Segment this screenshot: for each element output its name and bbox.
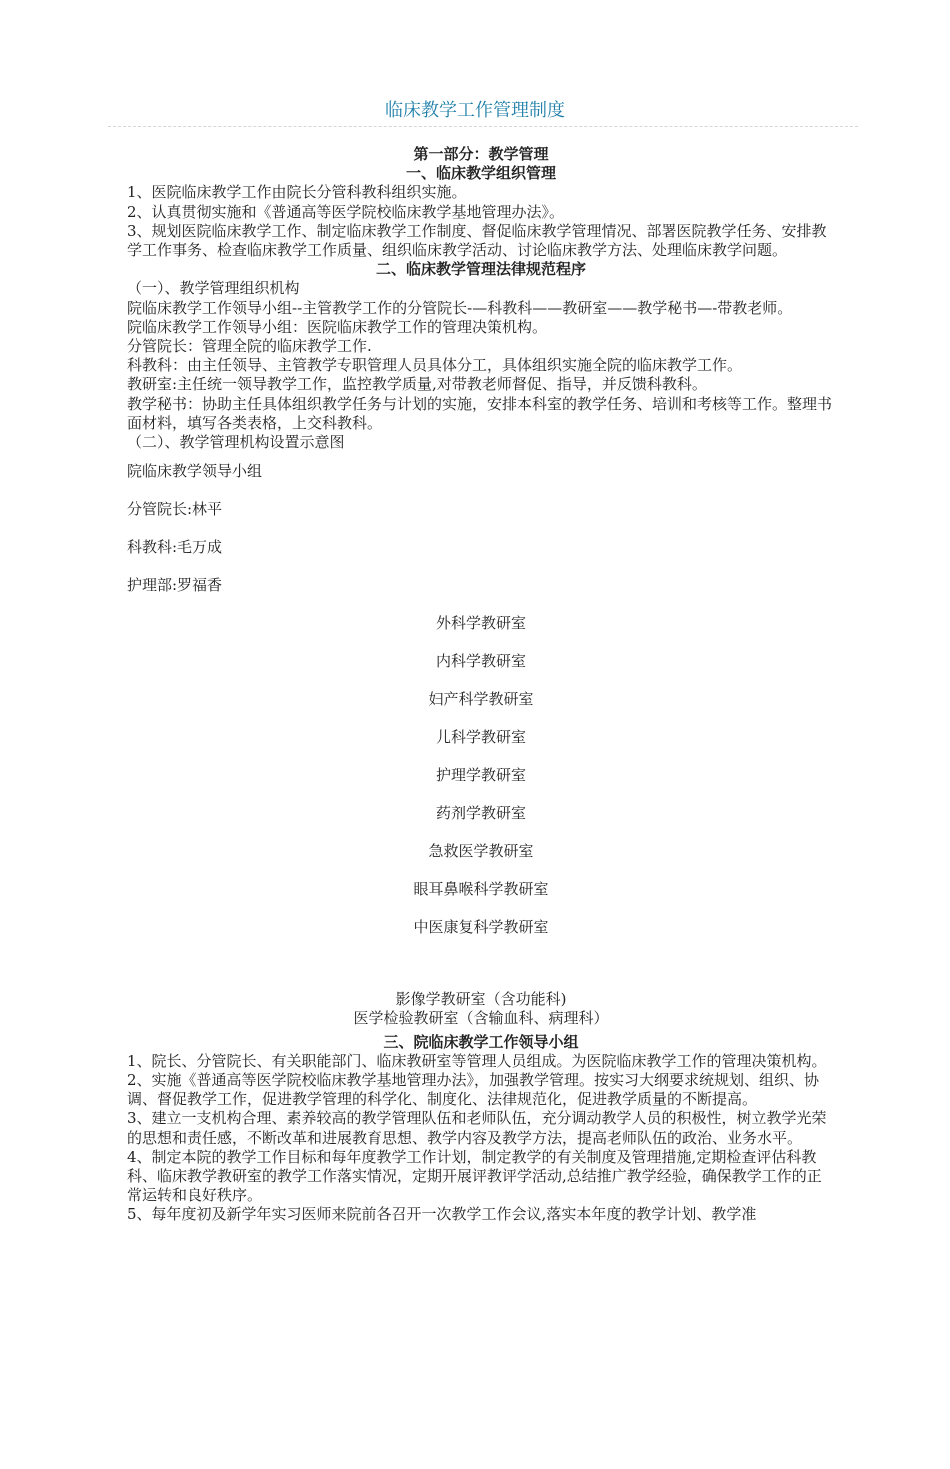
org-department: 外科学教研室 [435,614,526,633]
org-department: 护理学教研室 [435,766,526,785]
section2-paragraph: 科教科：由主任领导、主管教学专职管理人员具体分工，具体组织实施全院的临床教学工作。 [127,356,743,375]
section2-paragraph: 院临床教学工作领导小组--主管教学工作的分管院长-—科教科——教研室——教学秘书—-带教老师。 [127,298,793,317]
section3-item: 3、建立一支机构合理、素养较高的教学管理队伍和老师队伍，充分调动教学人员的积极性，树立教学光荣的思想和责任感，不断改革和进展教育思想、教学内容及教学方法，提高老师队伍的政治、业务水平。 [127,1109,827,1147]
org-department: 急救医学教研室 [428,842,534,861]
org-leader: 科教科:毛万成 [127,538,223,557]
section1-heading: 一、临床教学组织管理 [405,164,556,183]
org-department: 妇产科学教研室 [428,690,534,709]
org-chart [127,452,835,946]
section2-paragraph: 分管院长：管理全院的临床教学工作. [127,337,372,356]
section1-item: 1、医院临床教学工作由院长分管科教科组织实施。 [127,183,467,202]
section2-paragraph: （一）、教学管理组织机构 [127,279,300,298]
org-leader: 护理部:罗福香 [127,576,223,595]
org-department: 眼耳鼻喉科学教研室 [413,880,549,899]
org-extra-department: 医学检验教研室（含输血科、病理科） [353,1009,609,1028]
document-body [127,145,835,1225]
section2-paragraph: （二）、教学管理机构设置示意图 [127,433,345,452]
section3-item: 5、每年度初及新学年实习医师来院前各召开一次教学工作会议,落实本年度的教学计划、教学准 [127,1205,757,1224]
section3-item: 4、制定本院的教学工作目标和每年度教学工作计划，制定教学的有关制度及管理措施,定期检查评估科教科、临床教学教研室的教学工作落实情况，定期开展评教评学活动,总结推广教学经验，确保教学工作的正常运转和良好秩序。 [127,1147,822,1205]
section2-paragraph: 院临床教学工作领导小组：医院临床教学工作的管理决策机构。 [127,317,548,336]
org-leader: 院临床教学领导小组 [127,462,263,481]
section3-heading: 三、院临床教学工作领导小组 [383,1032,579,1051]
section1-item: 2、认真贯彻实施和《普通高等医学院校临床教学基地管理办法》。 [127,202,565,221]
part1-heading: 第一部分：教学管理 [413,145,549,163]
org-department: 儿科学教研室 [435,728,526,747]
section1-item: 3、规划医院临床教学工作、制定临床教学工作制度、督促临床教学管理情况、部署医院教学任务、安排教学工作事务、检查临床教学工作质量、组织临床教学活动、讨论临床教学方法、处理临床教学问题。 [127,221,827,260]
org-department: 药剂学教研室 [435,804,526,823]
section2-paragraph: 教学秘书：协助主任具体组织教学任务与计划的实施，安排本科室的教学任务、培训和考核等工作。整理书面材料，填写各类表格，上交科教科。 [127,394,833,432]
org-department: 中医康复科学教研室 [413,918,549,937]
title-divider [108,126,858,127]
org-extra-department: 影像学教研室（含功能科) [395,990,567,1009]
section2-heading: 二、临床教学管理法律规范程序 [375,260,586,279]
org-department: 内科学教研室 [435,652,526,671]
section3-item: 2、实施《普通高等医学院校临床教学基地管理办法》，加强教学管理。按实习大纲要求统规划、组织、协调、督促教学工作，促进教学管理的科学化、制度化、法律规范化，促进教学质量的不断提高。 [127,1071,820,1109]
section2-paragraph: 教研室:主任统一领导教学工作，监控教学质量,对带教老师督促、指导，并反馈科教科。 [127,375,707,394]
section3-item: 1、院长、分管院长、有关职能部门、临床教研室等管理人员组成。为医院临床教学工作的管理决策机构。 [127,1051,827,1070]
org-leader: 分管院长:林平 [127,500,223,519]
page-title: 临床教学工作管理制度 [385,100,565,121]
